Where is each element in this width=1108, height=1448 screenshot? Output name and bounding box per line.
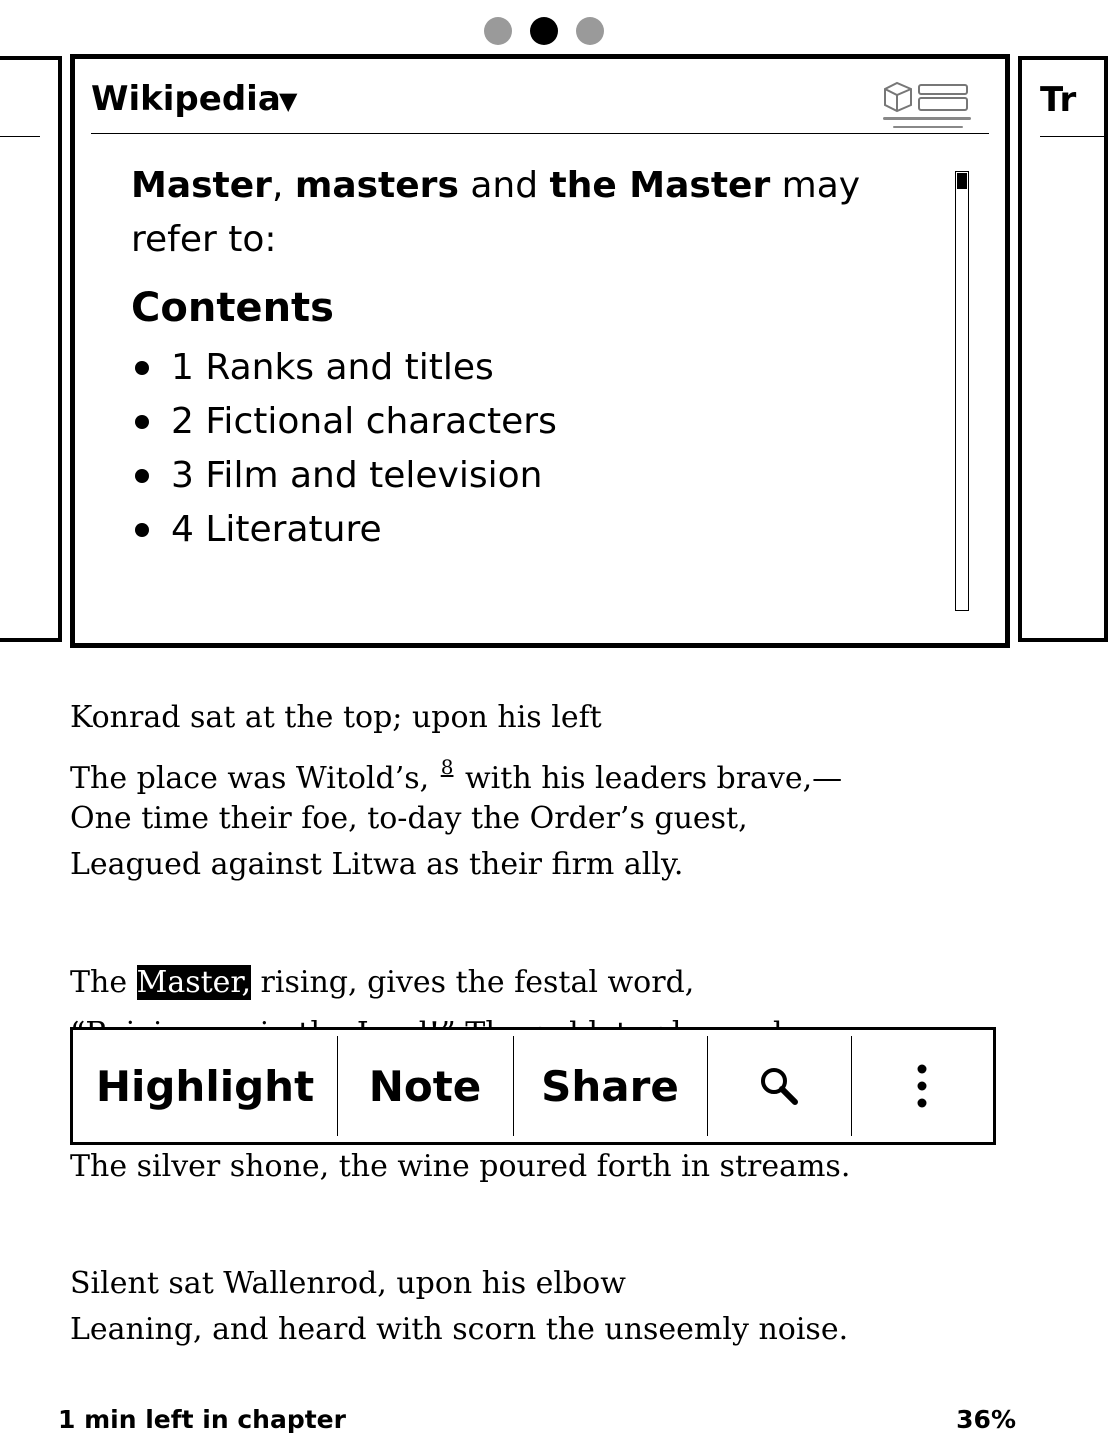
divider xyxy=(0,136,40,137)
article-lead xyxy=(131,159,921,267)
card-scrollbar[interactable] xyxy=(955,171,969,611)
text-span: with his leaders brave,— xyxy=(455,761,843,796)
text-line: Leaning, and heard with scorn the unseemly noise. xyxy=(70,1312,849,1347)
text-line: The silver shone, the wine poured forth in streams. xyxy=(70,1149,851,1184)
page-dot[interactable] xyxy=(484,17,512,45)
note-button[interactable]: Note xyxy=(337,1030,513,1142)
next-card[interactable] xyxy=(1018,56,1108,642)
toc-item[interactable]: 3 Film and television xyxy=(131,449,921,503)
more-options-button[interactable] xyxy=(851,1030,993,1142)
more-vertical-icon xyxy=(916,1064,928,1108)
term-the-master: the Master xyxy=(549,165,771,206)
text-line: Leagued against Litwa as their firm ally. xyxy=(70,847,684,882)
page-indicator xyxy=(484,17,604,47)
dropdown-caret-icon[interactable]: ▼ xyxy=(279,87,298,115)
text-line xyxy=(70,755,842,796)
lead-text: and xyxy=(458,165,550,206)
text-span: The xyxy=(70,965,137,1000)
selected-word[interactable]: Master, xyxy=(136,965,252,1000)
search-button[interactable] xyxy=(707,1030,851,1142)
article-body xyxy=(131,159,921,557)
text-span: The place was Witold’s, xyxy=(70,761,430,796)
text-line: Silent sat Wallenrod, upon his elbow xyxy=(70,1266,626,1301)
divider xyxy=(1040,136,1104,137)
share-button[interactable]: Share xyxy=(513,1030,707,1142)
page-dot-active[interactable] xyxy=(530,17,558,45)
scroll-thumb[interactable] xyxy=(957,173,967,189)
term-master: Master xyxy=(131,165,272,206)
contents-heading: Contents xyxy=(131,285,334,331)
lead-text: may refer to: xyxy=(131,165,861,260)
next-card-title: Tr xyxy=(1040,80,1077,120)
text-line: One time their foe, to-day the Order’s guest, xyxy=(70,801,748,836)
time-left-in-chapter[interactable]: 1 min left in chapter xyxy=(58,1405,346,1434)
previous-card[interactable] xyxy=(0,56,62,642)
footnote-link[interactable]: 8 xyxy=(440,755,454,779)
text-line xyxy=(70,965,694,1000)
text-span: rising, gives the festal word, xyxy=(251,965,695,1000)
watermark-logo xyxy=(879,79,975,139)
wikipedia-card[interactable] xyxy=(70,54,1010,648)
page-dot[interactable] xyxy=(576,17,604,45)
table-of-contents xyxy=(131,341,921,557)
toc-item[interactable]: 4 Literature xyxy=(131,503,921,557)
toc-item[interactable]: 2 Fictional characters xyxy=(131,395,921,449)
reading-progress[interactable]: 36% xyxy=(956,1405,1016,1434)
term-masters: masters xyxy=(294,165,459,206)
lead-text: , xyxy=(271,165,295,206)
highlight-button[interactable]: Highlight xyxy=(95,1061,315,1111)
toc-item[interactable]: 1 Ranks and titles xyxy=(131,341,921,395)
text-line: Konrad sat at the top; upon his left xyxy=(70,700,602,735)
selection-toolbar xyxy=(70,1027,996,1145)
card-header xyxy=(91,75,989,134)
source-selector[interactable]: Wikipedia xyxy=(91,79,281,119)
search-icon xyxy=(759,1066,799,1106)
